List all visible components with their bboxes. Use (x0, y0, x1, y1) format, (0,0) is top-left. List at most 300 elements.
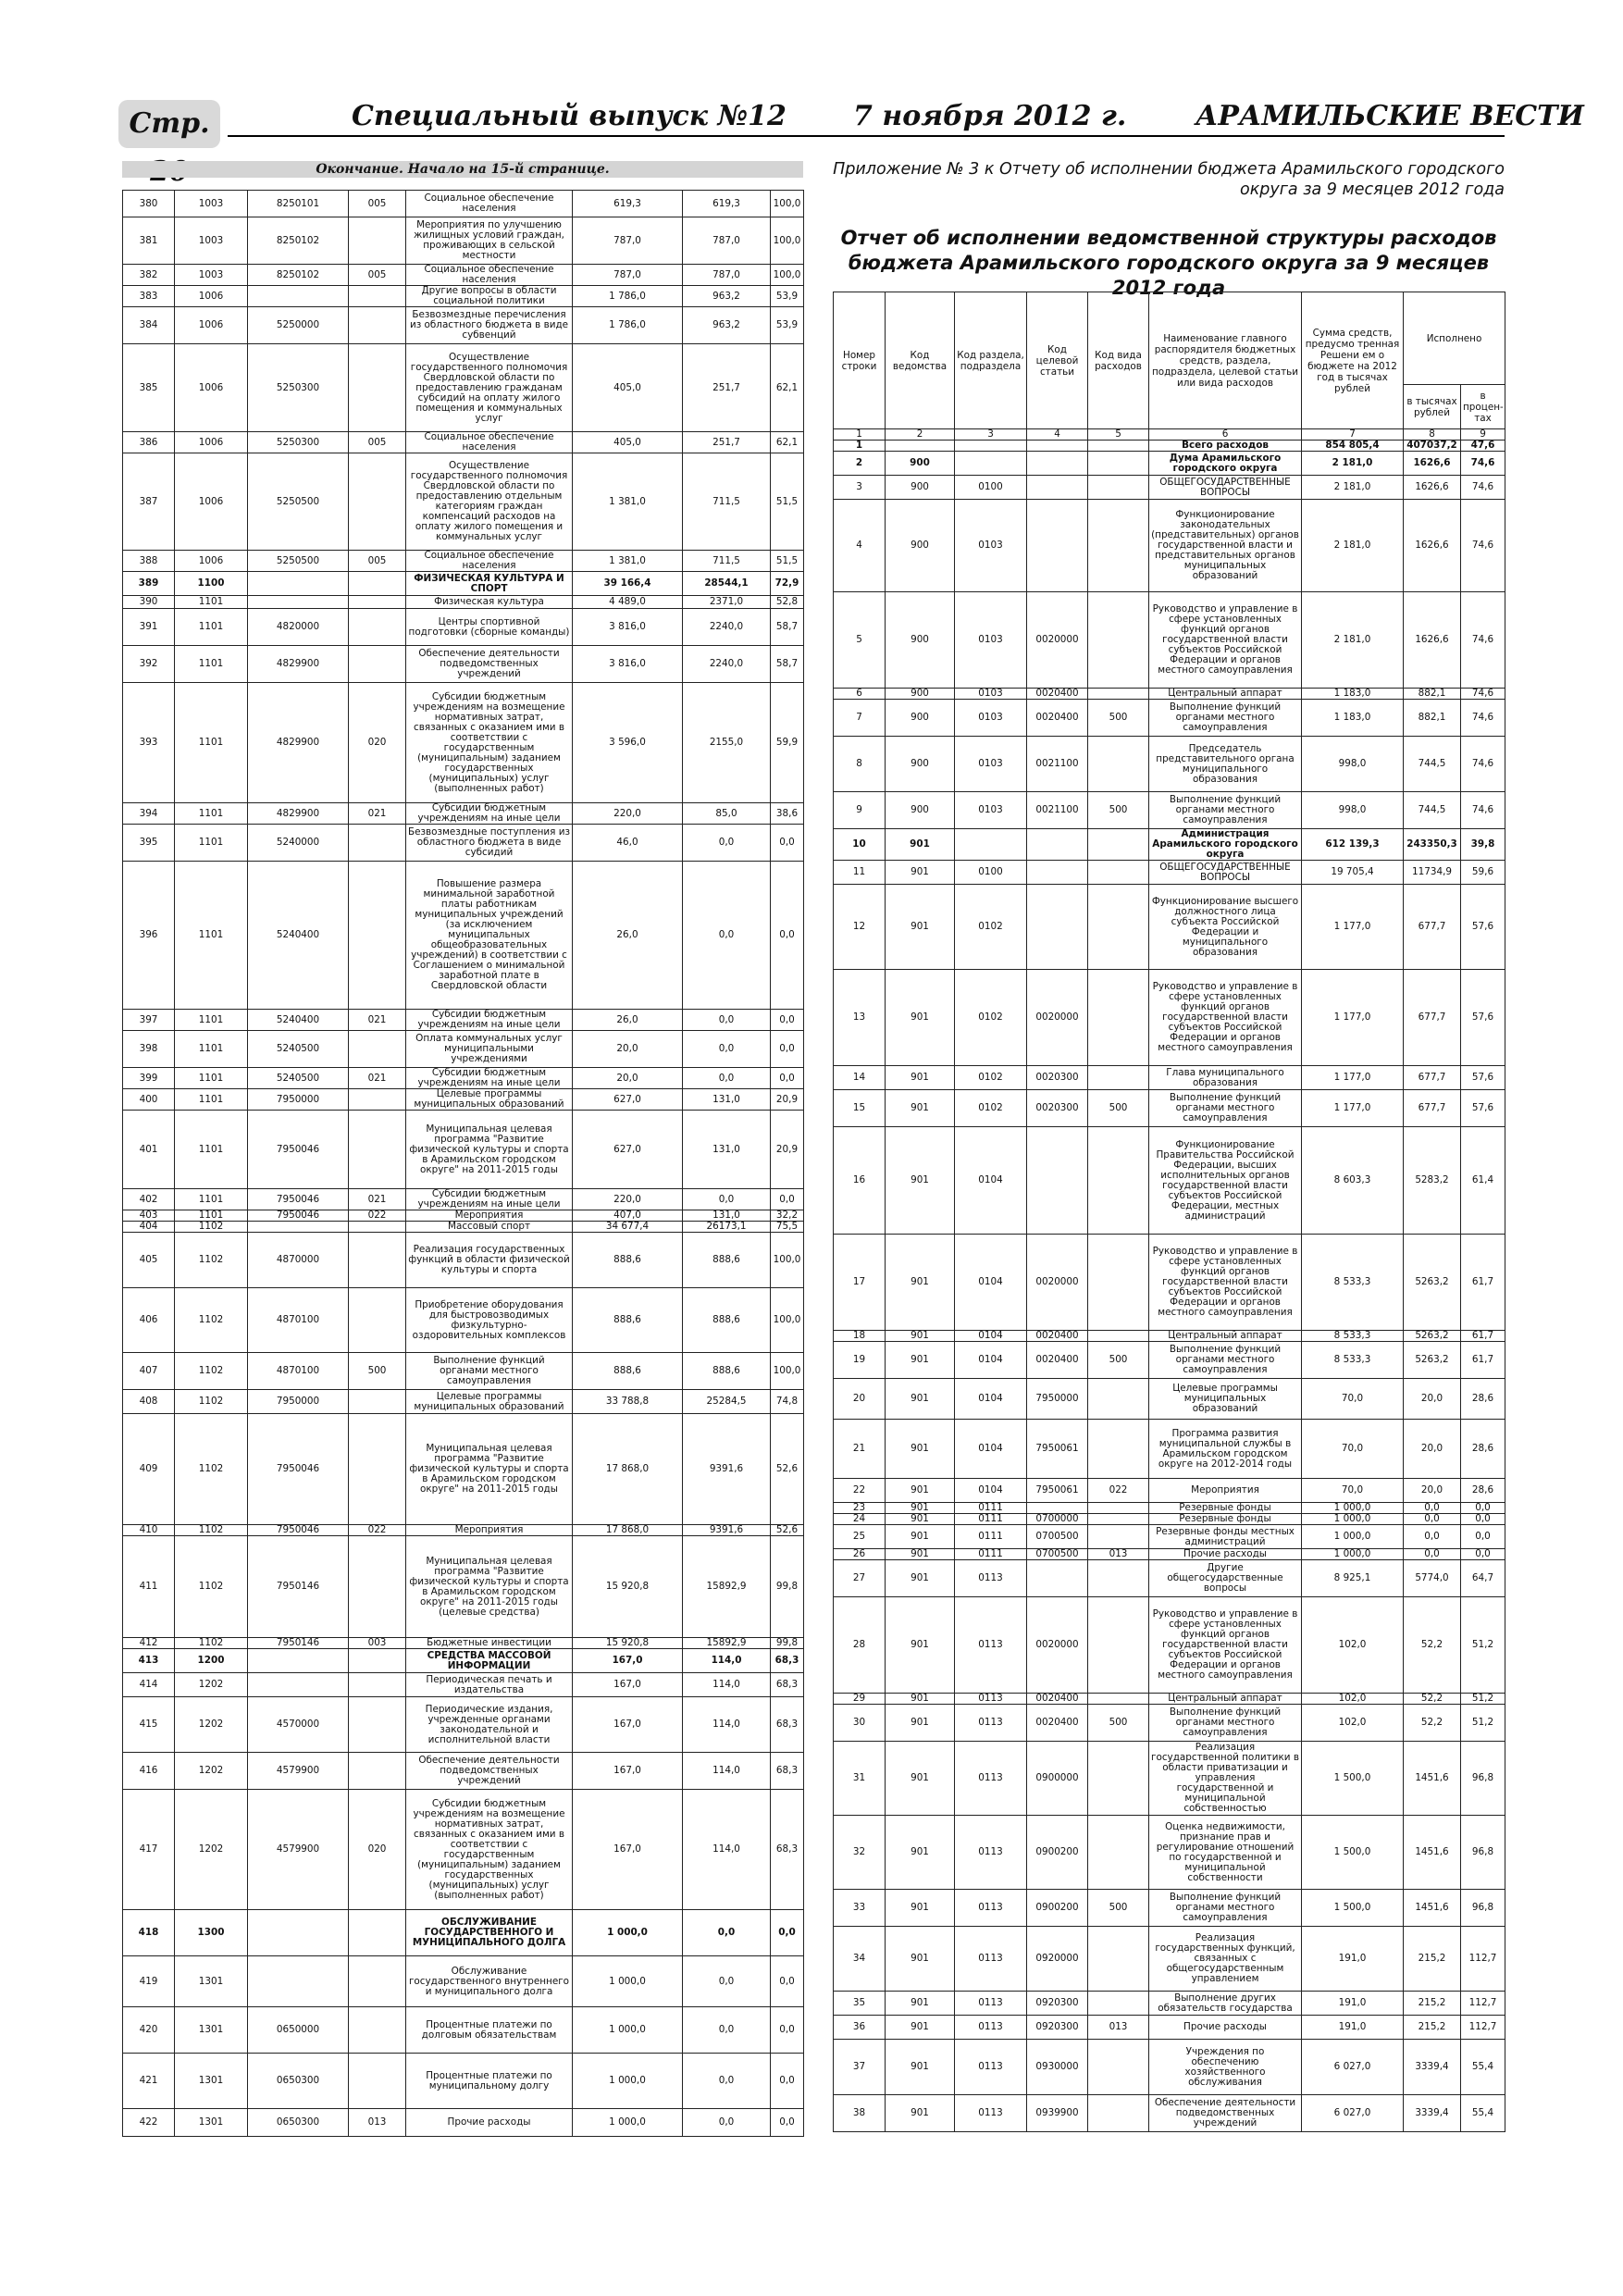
table-row (834, 1927, 1505, 1992)
table-cell: Выполнение функций органами местного самоуправления (1149, 1090, 1302, 1127)
table-cell: Руководство и управление в сфере установленных функций органов государственной власти субъектов Российской Федерации и органов местного самоуправления (1149, 592, 1302, 689)
table-cell: Председатель представительного органа муниципального образования (1149, 737, 1302, 792)
table-cell: 1 000,0 (573, 2007, 683, 2054)
table-cell (248, 1649, 349, 1673)
table-cell: 74,6 (1461, 700, 1505, 737)
table-cell: 1202 (175, 1697, 248, 1753)
table-cell: 900 (886, 792, 955, 829)
table-cell: Процентные платежи по долговым обязательствам (406, 2007, 573, 2054)
table-cell (1088, 1560, 1149, 1597)
row-number: 15 (834, 1090, 886, 1127)
table-cell: 900 (886, 452, 955, 476)
table-cell: 0113 (955, 1694, 1027, 1705)
row-number: 411 (123, 1536, 175, 1638)
table-cell: 1006 (175, 286, 248, 307)
table-row (123, 1068, 804, 1089)
table-cell: 901 (886, 861, 955, 885)
table-cell: 100,0 (771, 1288, 804, 1353)
table-cell: 7950000 (248, 1390, 349, 1414)
table-cell: 114,0 (683, 1790, 771, 1910)
table-cell: 900 (886, 476, 955, 500)
table-cell: 55,4 (1461, 2095, 1505, 2132)
table-row (123, 265, 804, 286)
table-cell: 74,6 (1461, 452, 1505, 476)
table-cell (1088, 1127, 1149, 1235)
row-number: 26 (834, 1549, 886, 1560)
table-cell: 59,6 (1461, 861, 1505, 885)
table-cell (349, 1089, 406, 1111)
table-cell: ФИЗИЧЕСКАЯ КУЛЬТУРА И СПОРТ (406, 572, 573, 596)
table-cell: 0020000 (1027, 592, 1088, 689)
table-cell: 901 (886, 1742, 955, 1816)
issue-date: 7 ноября 2012 г. (853, 100, 1127, 132)
table-cell: 0020400 (1027, 1705, 1088, 1742)
table-cell: 6 027,0 (1302, 2095, 1404, 2132)
table-cell: 19 705,4 (1302, 861, 1404, 885)
table-cell: 1102 (175, 1288, 248, 1353)
table-cell: 167,0 (573, 1790, 683, 1910)
table-cell: 2 181,0 (1302, 452, 1404, 476)
table-cell: 0,0 (683, 2054, 771, 2109)
table-cell: 53,9 (771, 307, 804, 344)
table-cell: 0920000 (1027, 1927, 1088, 1992)
table-cell: 8 533,3 (1302, 1342, 1404, 1379)
table-cell: 0021100 (1027, 792, 1088, 829)
table-cell: Муниципальная целевая программа "Развитие физической культуры и спорта в Арамильском городском округе" на 2011-2015 годы (целевые средства) (406, 1536, 573, 1638)
table-cell: 787,0 (573, 265, 683, 286)
table-cell: 0,0 (683, 2109, 771, 2137)
table-cell: 28,6 (1461, 1420, 1505, 1479)
table-cell: 4870100 (248, 1353, 349, 1390)
table-row (834, 861, 1505, 885)
table-cell: 85,0 (683, 803, 771, 825)
table-cell: 0020400 (1027, 1694, 1088, 1705)
table-cell: 1102 (175, 1222, 248, 1233)
table-cell: 251,7 (683, 344, 771, 432)
table-row (123, 1353, 804, 1390)
row-number: 35 (834, 1992, 886, 2016)
table-cell: 4579900 (248, 1753, 349, 1790)
table-cell: 1003 (175, 217, 248, 265)
table-cell: 0,0 (683, 1189, 771, 1210)
table-cell: 901 (886, 1331, 955, 1342)
table-row (123, 862, 804, 1010)
table-cell: 5250000 (248, 307, 349, 344)
column-number: 3 (955, 429, 1027, 441)
table-cell: 0102 (955, 970, 1027, 1066)
table-cell: 1101 (175, 596, 248, 609)
table-cell: 1006 (175, 344, 248, 432)
table-row (123, 286, 804, 307)
row-number: 419 (123, 1956, 175, 2007)
table-cell: Бюджетные инвестиции (406, 1638, 573, 1649)
table-cell: 0113 (955, 1742, 1027, 1816)
row-number: 402 (123, 1189, 175, 1210)
table-cell: Социальное обеспечение населения (406, 432, 573, 453)
row-number: 409 (123, 1414, 175, 1525)
table-cell: 2240,0 (683, 646, 771, 683)
row-number: 412 (123, 1638, 175, 1649)
table-cell: Резервные фонды (1149, 1503, 1302, 1514)
table-row (123, 1638, 804, 1649)
table-row (834, 1379, 1505, 1420)
table-cell (1088, 861, 1149, 885)
table-cell: 64,7 (1461, 1560, 1505, 1597)
table-cell: 0,0 (683, 1956, 771, 2007)
table-cell: 2 181,0 (1302, 592, 1404, 689)
table-cell: 251,7 (683, 432, 771, 453)
table-row (123, 1031, 804, 1068)
col-header-target: Код целевой статьи (1027, 292, 1088, 429)
table-cell: 0,0 (771, 1010, 804, 1031)
table-cell: 0020300 (1027, 1090, 1088, 1127)
column-number: 7 (1302, 429, 1404, 441)
table-row (834, 792, 1505, 829)
table-cell: 20,0 (1404, 1420, 1461, 1479)
table-cell: 1 000,0 (1302, 1514, 1404, 1525)
table-cell (1088, 829, 1149, 861)
row-number: 23 (834, 1503, 886, 1514)
table-cell: 0,0 (771, 1956, 804, 2007)
table-cell (1088, 885, 1149, 970)
column-number: 5 (1088, 429, 1149, 441)
col-header-exec-pct: в процен-тах (1461, 385, 1505, 429)
table-cell: 215,2 (1404, 1992, 1461, 2016)
left-budget-table (122, 190, 804, 2137)
table-cell: 0020400 (1027, 1331, 1088, 1342)
table-cell: 5283,2 (1404, 1127, 1461, 1235)
table-cell: 1102 (175, 1390, 248, 1414)
table-row (834, 2040, 1505, 2095)
table-cell: 1626,6 (1404, 476, 1461, 500)
table-cell: 0113 (955, 1992, 1027, 2016)
table-cell: 0020400 (1027, 700, 1088, 737)
table-cell: Социальное обеспечение населения (406, 191, 573, 217)
row-number: 421 (123, 2054, 175, 2109)
table-cell: 677,7 (1404, 885, 1461, 970)
table-cell (349, 217, 406, 265)
table-cell: 901 (886, 1597, 955, 1694)
table-row (834, 1705, 1505, 1742)
table-cell: Муниципальная целевая программа "Развитие физической культуры и спорта в Арамильском городском округе" на 2011-2015 годы (406, 1414, 573, 1525)
table-cell: Обеспечение деятельности подведомственных учреждений (406, 646, 573, 683)
table-cell: 901 (886, 1066, 955, 1090)
table-cell (1088, 1514, 1149, 1525)
table-cell: Обслуживание государственного внутреннего и муниципального долга (406, 1956, 573, 2007)
table-row (834, 2016, 1505, 2040)
table-cell: 901 (886, 1420, 955, 1479)
table-cell: 1 000,0 (573, 1956, 683, 2007)
table-cell: 52,2 (1404, 1705, 1461, 1742)
table-cell: 500 (1088, 700, 1149, 737)
table-cell: 5240400 (248, 862, 349, 1010)
table-cell: 901 (886, 829, 955, 861)
table-cell (1027, 452, 1088, 476)
row-number: 12 (834, 885, 886, 970)
table-cell: 3 816,0 (573, 609, 683, 646)
row-number: 395 (123, 825, 175, 862)
table-row (834, 1525, 1505, 1549)
table-cell: 1101 (175, 1089, 248, 1111)
table-cell: 0100 (955, 476, 1027, 500)
table-cell: 0930000 (1027, 2040, 1088, 2095)
table-cell: 888,6 (573, 1288, 683, 1353)
table-cell: Руководство и управление в сфере установленных функций органов государственной власти субъектов Российской Федерации и органов местного самоуправления (1149, 970, 1302, 1066)
table-cell: 998,0 (1302, 737, 1404, 792)
table-cell: 901 (886, 1992, 955, 2016)
table-row (123, 803, 804, 825)
column-number: 4 (1027, 429, 1088, 441)
table-cell: 74,6 (1461, 592, 1505, 689)
table-cell: Прочие расходы (1149, 2016, 1302, 2040)
table-cell: 46,0 (573, 825, 683, 862)
table-row (834, 1331, 1505, 1342)
table-cell: 96,8 (1461, 1816, 1505, 1890)
table-cell: Резервные фонды местных администраций (1149, 1525, 1302, 1549)
table-cell: 4829900 (248, 646, 349, 683)
table-row (123, 1233, 804, 1288)
table-cell (955, 441, 1027, 452)
table-cell: 998,0 (1302, 792, 1404, 829)
table-cell: 20,0 (573, 1031, 683, 1068)
table-cell: 4820000 (248, 609, 349, 646)
row-number: 396 (123, 862, 175, 1010)
table-cell: 021 (349, 1010, 406, 1031)
table-cell: 112,7 (1461, 1992, 1505, 2016)
table-row (834, 592, 1505, 689)
table-cell: 1 000,0 (1302, 1549, 1404, 1560)
table-cell: 1 000,0 (1302, 1503, 1404, 1514)
table-cell: 0920300 (1027, 1992, 1088, 2016)
table-cell: 112,7 (1461, 2016, 1505, 2040)
table-cell: 9391,6 (683, 1525, 771, 1536)
table-cell: 0021100 (1027, 737, 1088, 792)
table-cell: 1101 (175, 683, 248, 803)
table-row (123, 646, 804, 683)
row-number: 17 (834, 1235, 886, 1331)
table-cell: 7950000 (1027, 1379, 1088, 1420)
table-cell: Выполнение функций органами местного самоуправления (1149, 792, 1302, 829)
table-cell: 74,6 (1461, 476, 1505, 500)
table-cell: 100,0 (771, 1233, 804, 1288)
table-cell: Периодическая печать и издательства (406, 1673, 573, 1697)
newspaper-name: АРАМИЛЬСКИЕ ВЕСТИ (1196, 100, 1584, 132)
table-cell: 900 (886, 700, 955, 737)
table-cell (1088, 2095, 1149, 2132)
table-cell (955, 452, 1027, 476)
table-cell: 0,0 (1461, 1503, 1505, 1514)
table-cell: Безвозмездные перечисления из областного бюджета в виде субвенций (406, 307, 573, 344)
table-cell: 0,0 (1404, 1514, 1461, 1525)
col-header-dept: Код ведомства (886, 292, 955, 429)
row-number: 391 (123, 609, 175, 646)
continuation-note: Окончание. Начало на 15-й странице. (122, 161, 803, 178)
table-cell: 1 177,0 (1302, 1090, 1404, 1127)
row-number: 22 (834, 1479, 886, 1503)
table-cell: 619,3 (573, 191, 683, 217)
table-cell (1088, 1420, 1149, 1479)
table-cell: Выполнение функций органами местного самоуправления (1149, 1890, 1302, 1927)
table-cell: 114,0 (683, 1673, 771, 1697)
table-cell: 4 489,0 (573, 596, 683, 609)
table-cell: 005 (349, 551, 406, 572)
table-cell: 0,0 (771, 2109, 804, 2137)
table-row (123, 2007, 804, 2054)
table-cell: Целевые программы муниципальных образований (1149, 1379, 1302, 1420)
table-cell: Мероприятия по улучшению жилищных условий граждан, проживающих в сельской местности (406, 217, 573, 265)
table-cell: 52,2 (1404, 1694, 1461, 1705)
table-cell: 0020400 (1027, 1342, 1088, 1379)
table-cell: 0,0 (683, 862, 771, 1010)
table-cell: 0113 (955, 1597, 1027, 1694)
table-cell: 0104 (955, 1127, 1027, 1235)
table-row (834, 700, 1505, 737)
table-cell: 0102 (955, 1066, 1027, 1090)
table-cell: 407037,2 (1404, 441, 1461, 452)
table-cell: 100,0 (771, 217, 804, 265)
table-cell: 1202 (175, 1790, 248, 1910)
table-row (834, 1890, 1505, 1927)
table-cell: 1 000,0 (573, 2054, 683, 2109)
table-cell: 0103 (955, 592, 1027, 689)
table-row (834, 1560, 1505, 1597)
table-row (123, 596, 804, 609)
table-cell (886, 441, 955, 452)
table-cell (349, 825, 406, 862)
table-cell: 1101 (175, 803, 248, 825)
table-cell: 114,0 (683, 1697, 771, 1753)
table-cell: Оплата коммунальных услуг муниципальными учреждениями (406, 1031, 573, 1068)
table-cell (349, 1414, 406, 1525)
table-cell: 1006 (175, 551, 248, 572)
table-cell: 51,2 (1461, 1597, 1505, 1694)
table-cell: 1101 (175, 825, 248, 862)
table-row (123, 572, 804, 596)
table-cell: 59,9 (771, 683, 804, 803)
table-cell (1027, 861, 1088, 885)
row-number: 413 (123, 1649, 175, 1673)
table-cell: 1301 (175, 2054, 248, 2109)
table-cell (248, 1222, 349, 1233)
table-cell: Обеспечение деятельности подведомственных учреждений (406, 1753, 573, 1790)
table-cell (1088, 1235, 1149, 1331)
table-row (834, 1694, 1505, 1705)
table-cell: Физическая культура (406, 596, 573, 609)
table-cell: 021 (349, 1068, 406, 1089)
row-number: 30 (834, 1705, 886, 1742)
table-cell: 4579900 (248, 1790, 349, 1910)
table-cell: 901 (886, 885, 955, 970)
table-cell (349, 344, 406, 432)
table-cell: 62,1 (771, 344, 804, 432)
table-cell: 0103 (955, 792, 1027, 829)
table-cell: 57,6 (1461, 885, 1505, 970)
table-cell (1088, 1816, 1149, 1890)
column-number: 6 (1149, 429, 1302, 441)
row-number: 10 (834, 829, 886, 861)
table-cell: 021 (349, 803, 406, 825)
table-cell (349, 572, 406, 596)
table-row (834, 1992, 1505, 2016)
table-cell (1027, 1127, 1088, 1235)
table-cell: 0,0 (1404, 1549, 1461, 1560)
table-cell: Выполнение функций органами местного самоуправления (406, 1353, 573, 1390)
table-cell: 1102 (175, 1525, 248, 1536)
table-cell: 191,0 (1302, 1992, 1404, 2016)
row-number: 404 (123, 1222, 175, 1233)
table-row (834, 1597, 1505, 1694)
table-cell: 0111 (955, 1525, 1027, 1549)
table-cell: Целевые программы муниципальных образований (406, 1089, 573, 1111)
table-cell: 8 533,3 (1302, 1331, 1404, 1342)
table-cell (349, 1233, 406, 1288)
column-number: 1 (834, 429, 886, 441)
table-cell: 0103 (955, 500, 1027, 592)
table-row (834, 1127, 1505, 1235)
table-row (123, 1536, 804, 1638)
table-cell: Центральный аппарат (1149, 689, 1302, 700)
table-cell: 131,0 (683, 1089, 771, 1111)
table-cell: 0113 (955, 1705, 1027, 1742)
table-cell: Функционирование Правительства Российской Федерации, высших исполнительных органов государственной власти субъектов Российской Федерации, местных администраций (1149, 1127, 1302, 1235)
table-cell (1027, 441, 1088, 452)
table-cell: 005 (349, 432, 406, 453)
table-cell: 901 (886, 1525, 955, 1549)
table-cell (349, 1673, 406, 1697)
column-number: 9 (1461, 429, 1505, 441)
table-cell: 0,0 (771, 825, 804, 862)
table-row (123, 1089, 804, 1111)
table-cell: 0020300 (1027, 1066, 1088, 1090)
table-cell: 32,2 (771, 1210, 804, 1222)
table-cell (349, 862, 406, 1010)
table-cell: Мероприятия (406, 1210, 573, 1222)
table-cell: 0,0 (771, 1068, 804, 1089)
table-cell: Резервные фонды (1149, 1514, 1302, 1525)
table-cell (955, 829, 1027, 861)
table-cell: 131,0 (683, 1111, 771, 1189)
table-cell: 61,7 (1461, 1342, 1505, 1379)
table-cell (349, 286, 406, 307)
table-cell: 167,0 (573, 1673, 683, 1697)
table-cell: 7950046 (248, 1189, 349, 1210)
table-cell: Прочие расходы (1149, 1549, 1302, 1560)
table-cell: 26,0 (573, 1010, 683, 1031)
table-cell (1088, 1694, 1149, 1705)
table-cell: 0650000 (248, 2007, 349, 2054)
table-cell: Выполнение других обязательств государства (1149, 1992, 1302, 2016)
table-cell: 0020400 (1027, 689, 1088, 700)
table-cell: 1 500,0 (1302, 1742, 1404, 1816)
table-cell: 96,8 (1461, 1742, 1505, 1816)
table-cell: 1 000,0 (1302, 1525, 1404, 1549)
table-cell: ОБЩЕГОСУДАРСТВЕННЫЕ ВОПРОСЫ (1149, 861, 1302, 885)
table-cell: 612 139,3 (1302, 829, 1404, 861)
table-row (834, 885, 1505, 970)
table-cell: 5250300 (248, 432, 349, 453)
table-cell: 6 027,0 (1302, 2040, 1404, 2095)
table-cell: 62,1 (771, 432, 804, 453)
table-cell: 7950061 (1027, 1479, 1088, 1503)
table-cell: Целевые программы муниципальных образований (406, 1390, 573, 1414)
table-cell: 677,7 (1404, 970, 1461, 1066)
table-cell: 901 (886, 1127, 955, 1235)
table-cell (349, 1697, 406, 1753)
table-cell: 1101 (175, 646, 248, 683)
table-cell: Реализация государственных функций в области физической культуры и спорта (406, 1233, 573, 1288)
row-number: 401 (123, 1111, 175, 1189)
table-cell: 0,0 (683, 1010, 771, 1031)
